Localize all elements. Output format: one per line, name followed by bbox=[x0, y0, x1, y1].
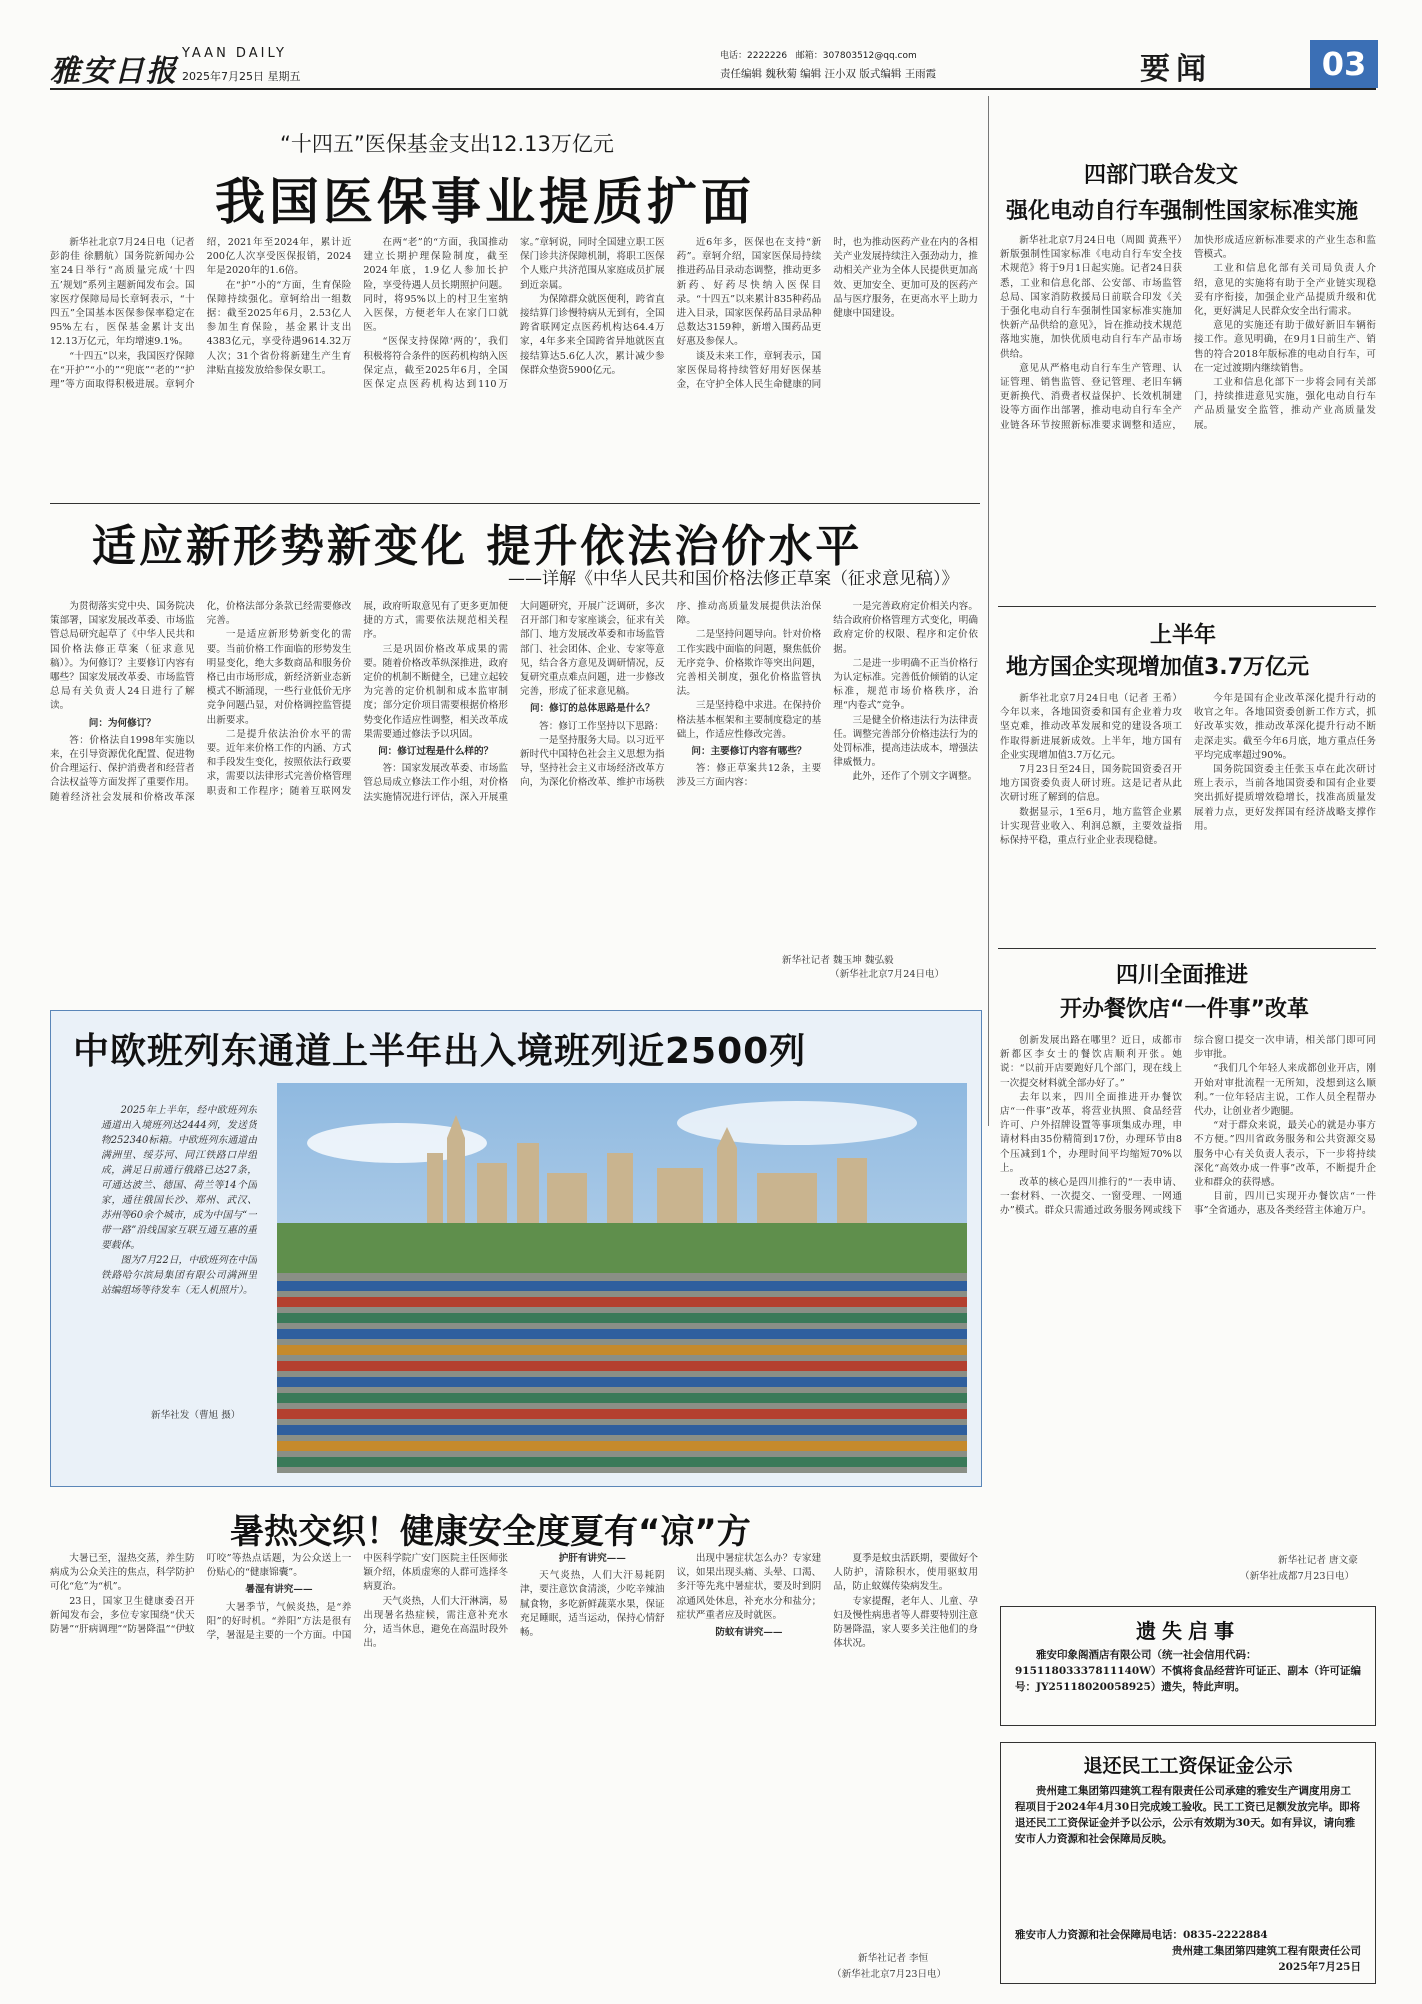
article-headline: 中欧班列东通道上半年出入境班列近2500列 bbox=[73, 1031, 807, 1072]
article-body: 创新发展出路在哪里？近日，成都市新都区李女士的餐饮店顺利开张。她说：“以前开店要跑好几个部门，现在线上一次提交材料就全部办好了。” 去年以来，四川全面推进开办餐饮店“一件事”改革，将营业执照、食品经营许可、户外招牌设置等事项集成办理，申请材料由35份精简到17份，办理环节由8个压减到1个，办理时间平均缩短70%以上。 改革的核心是四川推行的“一表申请、一套材料、一次提交、一窗受理、一网通办”模式。群众只需通过政务服务网或线下综合窗口提交一次申请，相关部门即可同步审批。 “我们几个年轻人来成都创业开店，刚开始对审批流程一无所知，没想到这么顺利。”一位年轻店主说，工作人员全程帮办代办，让创业者少跑腿。 “对于群众来说，最关心的就是办事方不方便。”四川省政务服务和公共资源交易服务中心有关负责人表示，下一步将持续深化“高效办成一件事”改革，不断提升企业和群众的获得感。 目前，四川已实现开办餐饮店“一件事”全省通办，惠及各类经营主体逾万户。 bbox=[1000, 1035, 1376, 1217]
page-number: 03 bbox=[1310, 40, 1378, 88]
section-divider bbox=[50, 503, 980, 504]
section-divider bbox=[998, 606, 1376, 607]
article-headline-1: 四川全面推进 bbox=[1116, 963, 1249, 988]
railway-yard-image bbox=[277, 1083, 967, 1473]
article-headline: 暑热交织！健康安全度夏有“凉”方 bbox=[230, 1512, 751, 1552]
article-body: 大暑已至，湿热交蒸，养生防病成为公众关注的焦点，科学防护可化“危”为“机”。 23日，国家卫生健康委召开新闻发布会，多位专家围绕“伏天防暑”“肝病调理”“防暑降温”“伊蚊叮咬”等热点话题，为公众送上一份贴心的“健康锦囊”。 暑湿有讲究—— 大暑季节，气候炎热，是“养阳”的好时机。“养阳”方法是很有学，暑湿是主要的一个方面。中国中医科学院广安门医院主任医师张颖介绍，体质虚寒的人群可选择冬病夏治。 天气炎热，人们大汗淋漓，易出现暑名热症候，需注意补充水分，适当休息，避免在高温时段外出。 护肝有讲究—— 天气炎热，人们大汗易耗阴津，要注意饮食清淡，少吃辛辣油腻食物，多吃新鲜蔬菜水果，保证充足睡眠，适当运动，保持心情舒畅。 出现中暑症状怎么办？专家建议，如果出现头痛、头晕、口渴、多汗等先兆中暑症状，要及时到阴凉通风处休息，补充水分和盐分；症状严重者应及时就医。 防蚊有讲究—— 夏季是蚊虫活跃期，要做好个人防护，清除积水，使用驱蚊用品，防止蚊媒传染病发生。 专家提醒，老年人、儿童、孕妇及慢性病患者等人群要特别注意防暑降温，家人要多关注他们的身体状况。 bbox=[50, 1553, 978, 1650]
notice-text: 雅安印象阁酒店有限公司（统一社会信用代码：91511803337811140W）不慎将食品经营许可证正、副本（许可证编号：JY25118020058925）遗失，特此声明。 bbox=[1015, 1649, 1361, 1693]
article-headline-2: 地方国企实现增加值3.7万亿元 bbox=[1006, 655, 1309, 680]
article-body: 新华社北京7月24日电（周圆 黄燕平）新版强制性国家标准《电动自行车安全技术规范》将于9月1日起实施。记者24日获悉，工业和信息化部、公安部、市场监管总局、国家消防救援局日前联合印发《关于强化电动自行车强制性国家标准实施加快新产品供给的意见》，旨在推动技术规范落地实施，加快优质电动自行车产品市场供给。 意见从严格电动自行车生产管理、认证管理、销售监管、登记管理、老旧车辆更新换代、消费者权益保护、长效机制建设等方面作出部署，推动电动自行车全产业链各环节按照新标准要求调整和适应，加快形成适应新标准要求的产业生态和监管模式。 工业和信息化部有关司局负责人介绍，意见的实施将有助于全产业链实现稳妥有序衔接，加强企业产品提质升级和优化，更好满足人民群众安全出行需求。 意见的实施还有助于做好新旧车辆衔接工作。意见明确，在9月1日前生产、销售的符合2018年版标准的电动自行车，可在一定过渡期内继续销售。 工业和信息化部下一步将会同有关部门，持续推进意见实施，强化电动自行车产品质量安全监管，推动产业高质量发展。 bbox=[1000, 235, 1376, 431]
notice-title: 退还民工工资保证金公示 bbox=[1083, 1755, 1293, 1777]
article-reporter: 新华社记者 魏玉坤 魏弘毅 bbox=[782, 955, 894, 966]
article-dateline: （新华社成都7月23日电） bbox=[1240, 1571, 1355, 1582]
article-headline-1: 上半年 bbox=[1150, 623, 1217, 648]
notice-wage-deposit bbox=[1000, 1742, 1376, 1984]
article-headline: 适应新形势新变化 提升依法治价水平 bbox=[92, 521, 863, 572]
article-reporter: 新华社记者 唐文豪 bbox=[1278, 1555, 1358, 1566]
newspaper-logo: 雅安日报 bbox=[50, 54, 178, 89]
issue-date: 2025年7月25日 星期五 bbox=[182, 70, 301, 83]
article-kicker: “十四五”医保基金支出12.13万亿元 bbox=[280, 132, 614, 156]
notice-contact: 雅安市人力资源和社会保障局电话：0835-2222884 bbox=[1015, 1929, 1268, 1941]
notice-date: 2025年7月25日 bbox=[1278, 1961, 1361, 1973]
notice-text: 贵州建工集团第四建筑工程有限责任公司承建的雅安生产调度用房工程项目于2024年4月30日完成竣工验收。民工工资已足额发放完毕。即将退还民工工资保证金并予以公示，公示有效期为30天。如有异议，请向雅安市人力资源和社会保障局反映。 bbox=[1015, 1785, 1361, 1845]
notice-lost bbox=[1000, 1606, 1376, 1726]
masthead-rule bbox=[50, 88, 1376, 90]
editors-line: 责任编辑 魏秋菊 编辑 汪小双 版式编辑 王雨霞 bbox=[720, 68, 937, 80]
article-dateline: （新华社北京7月24日电） bbox=[830, 969, 945, 980]
section-name: 要闻 bbox=[1140, 52, 1212, 87]
notice-company: 贵州建工集团第四建筑工程有限责任公司 bbox=[1172, 1945, 1361, 1957]
article-body: 新华社北京7月24日电（记者 彭韵佳 徐鹏航）国务院新闻办公室24日举行“高质量完成‘十四五’规划”系列主题新闻发布会。国家医疗保障局局长章轲表示，“十四五”全国基本医保参保率稳定在95%左右，医保基金累计支出12.13万亿元，年均增速9.1%。 “十四五”以来，我国医疗保障在“开护”“小的”“兜底”“老的”“护理”等方面取得积极进展。章轲介绍，2021年至2024年，累计近200亿人次享受医保报销，2024年是2020年的1.6倍。 在“护”小的“方面，生育保险保障持续强化。章轲给出一组数据：截至2025年6月，2.53亿人参加生育保险，基金累计支出4383亿元，享受待遇9614.32万人次；31个省份将新建生产生育津贴直接发放给参保女职工。 在两“老”的“方面，我国推动建立长期护理保险制度，截至2024年底，1.9亿人参加长护险，享受待遇人员长期照护问题。同时，将95%以上的村卫生室纳入医保，方便老年人在家门口就医。 “医保支持保障‘两的’，我们积极将符合条件的医药机构纳入医保定点，截至2025年6月，全国医保定点医药机构达到110万家。”章轲说，同时全国建立职工医保门诊共济保障机制，将职工医保个人账户共济范围从家庭成员扩展到近亲属。 为保障群众就医便利，跨省直接结算门诊慢特病从无到有，全国跨省联网定点医药机构达64.4万家，4年多来全国跨省异地就医直接结算达5.6亿人次，累计减少参保群众垫资5900亿元。 近6年多，医保也在支持“新药”。章轲介绍，国家医保局持续推进药品目录动态调整，推动更多新药、好药尽快纳入医保目录。“十四五”以来累计835种药品进入目录，国家医保药品目录品种总数达3159种，新增入围药品更好惠及参保人。 谈及未来工作，章轲表示，国家医保局将持续管好用好医保基金，在守护全体人民生命健康的同时，也为推动医药产业在内的各相关产业发展持续注入强劲动力，推动相关产业为全体人民提供更加高效、更加安全、更加可及的医药产品与医疗服务，在更高水平上助力健康中国建设。 bbox=[50, 237, 978, 391]
railway-photo bbox=[277, 1083, 967, 1473]
newspaper-name-en: YAAN DAILY bbox=[182, 46, 287, 61]
article-headline-2: 开办餐饮店“一件事”改革 bbox=[1060, 997, 1309, 1022]
article-body: 新华社北京7月24日电（记者 王希）今年以来，各地国资委和国有企业着力攻坚克难，推动改革发展和党的建设各项工作取得新进展新成效。上半年，地方国有企业实现增加值3.7万亿元。 7月23日至24日，国务院国资委召开地方国资委负责人研讨班。这是记者从此次研讨班了解到的信息。 数据显示，1至6月，地方监管企业累计实现营业收入、利润总额，主要效益指标保持平稳，重点行业企业表现稳健。 今年是国有企业改革深化提升行动的收官之年。各地国资委创新工作方式，抓好改革实效，推动改革深化提升行动不断走深走实。截至今年6月底，地方重点任务平均完成率超过90%。 国务院国资委主任张玉卓在此次研讨班上表示，当前各地国资委和国有企业要突出抓好提质增效稳增长，找准高质量发展着力点，更好发挥国有经济战略支撑作用。 bbox=[1000, 693, 1376, 847]
photo-caption: 2025年上半年，经中欧班列东通道出入境班列达2444列，发送货物252340标箱。中欧班列东通道由满洲里、绥芬河、同江铁路口岸组成，满足日前通行俄路已达27条，可通达波兰、德国、荷兰等14个国家，通往俄国长沙、郑州、武汉、苏州等60余个城市，成为中国与“一带一路”沿线国家互联互通互惠的重要载体。 图为7月22日，中欧班列在中国铁路哈尔滨局集团有限公司满洲里站编组场等待发车（无人机照片）。 bbox=[101, 1105, 257, 1296]
article-body: 为贯彻落实党中央、国务院决策部署，国家发展改革委、市场监管总局研究起草了《中华人民共和国价格法修正草案（征求意见稿）》。为何修订？主要修订内容有哪些？国家发展改革委、市场监管总局有关负责人24日进行了解读。 问：为何修订？ 答：价格法自1998年实施以来，在引导资源优化配置、促进物价合理运行、保护消费者和经营者合法权益等方面发挥了重要作用。随着经济社会发展和价格改革深化，价格法部分条款已经需要修改完善。 一是适应新形势新变化的需要。当前价格工作面临的形势发生明显变化，绝大多数商品和服务价格已由市场形成，新经济新业态新模式不断涌现，一些行业低价无序竞争问题凸显，对价格调控监管提出新要求。 二是提升依法治价水平的需要。近年来价格工作的内涵、方式和手段发生变化，按照依法行政要求，需要以法律形式完善价格管理职责和工作程序；随着互联网发展，政府听取意见有了更多更加便捷的方式，需要依法规范相关程序。 三是巩固价格改革成果的需要。随着价格改革纵深推进，政府定价的机制不断健全，已建立起较为完善的定价机制和成本监审制度；部分定价项目需要根据价格形势变化作适应性调整，相关改革成果需要通过修法予以巩固。 问：修订过程是什么样的？ 答：国家发展改革委、市场监管总局成立修法工作小组，对价格法实施情况进行评估，深入开展重大问题研究，开展广泛调研，多次召开部门和专家座谈会，征求有关部门、地方发展改革委和市场监管部门、社会团体、企业、专家等意见，结合各方意见及调研情况，反复研究重点难点问题，进一步修改完善，形成了征求意见稿。 问：修订的总体思路是什么？ 答：修订工作坚持以下思路： 一是坚持服务大局。以习近平新时代中国特色社会主义思想为指导，坚持社会主义市场经济改革方向，为深化价格改革、维护市场秩序、推动高质量发展提供法治保障。 二是坚持问题导向。针对价格工作实践中面临的问题，聚焦低价无序竞争、价格欺诈等突出问题，完善相关制度，强化价格监管执法。 三是坚持稳中求进。在保持价格法基本框架和主要制度稳定的基础上，作适应性修改完善。 问：主要修订内容有哪些？ 答：修正草案共12条，主要涉及三方面内容： 一是完善政府定价相关内容。结合政府价格管理方式变化，明确政府定价的权限、程序和定价依据。 二是进一步明确不正当价格行为认定标准。完善低价倾销的认定标准，规范市场价格秩序，治理“内卷式”竞争。 三是健全价格违法行为法律责任。调整完善部分价格违法行为的处罚标准，提高违法成本，增强法律威慑力。 此外，还作了个别文字调整。 bbox=[50, 601, 978, 803]
column-divider bbox=[988, 96, 989, 1126]
photo-credit: 新华社发（曹旭 摄） bbox=[151, 1410, 241, 1421]
article-subhead: ——详解《中华人民共和国价格法修正草案（征求意见稿）》 bbox=[508, 569, 959, 589]
notice-title: 遗失启事 bbox=[1136, 1619, 1240, 1643]
article-dateline: （新华社北京7月23日电） bbox=[832, 1969, 947, 1980]
article-headline: 我国医保事业提质扩面 bbox=[215, 173, 755, 231]
article-headline-1: 四部门联合发文 bbox=[1084, 163, 1239, 188]
section-divider bbox=[998, 948, 1376, 949]
article-reporter: 新华社记者 李恒 bbox=[858, 1953, 929, 1964]
article-railway bbox=[50, 1010, 982, 1487]
contact-line: 电话：2222226 邮箱：307803512@qq.com bbox=[720, 51, 917, 61]
article-headline-2: 强化电动自行车强制性国家标准实施 bbox=[1006, 199, 1359, 224]
